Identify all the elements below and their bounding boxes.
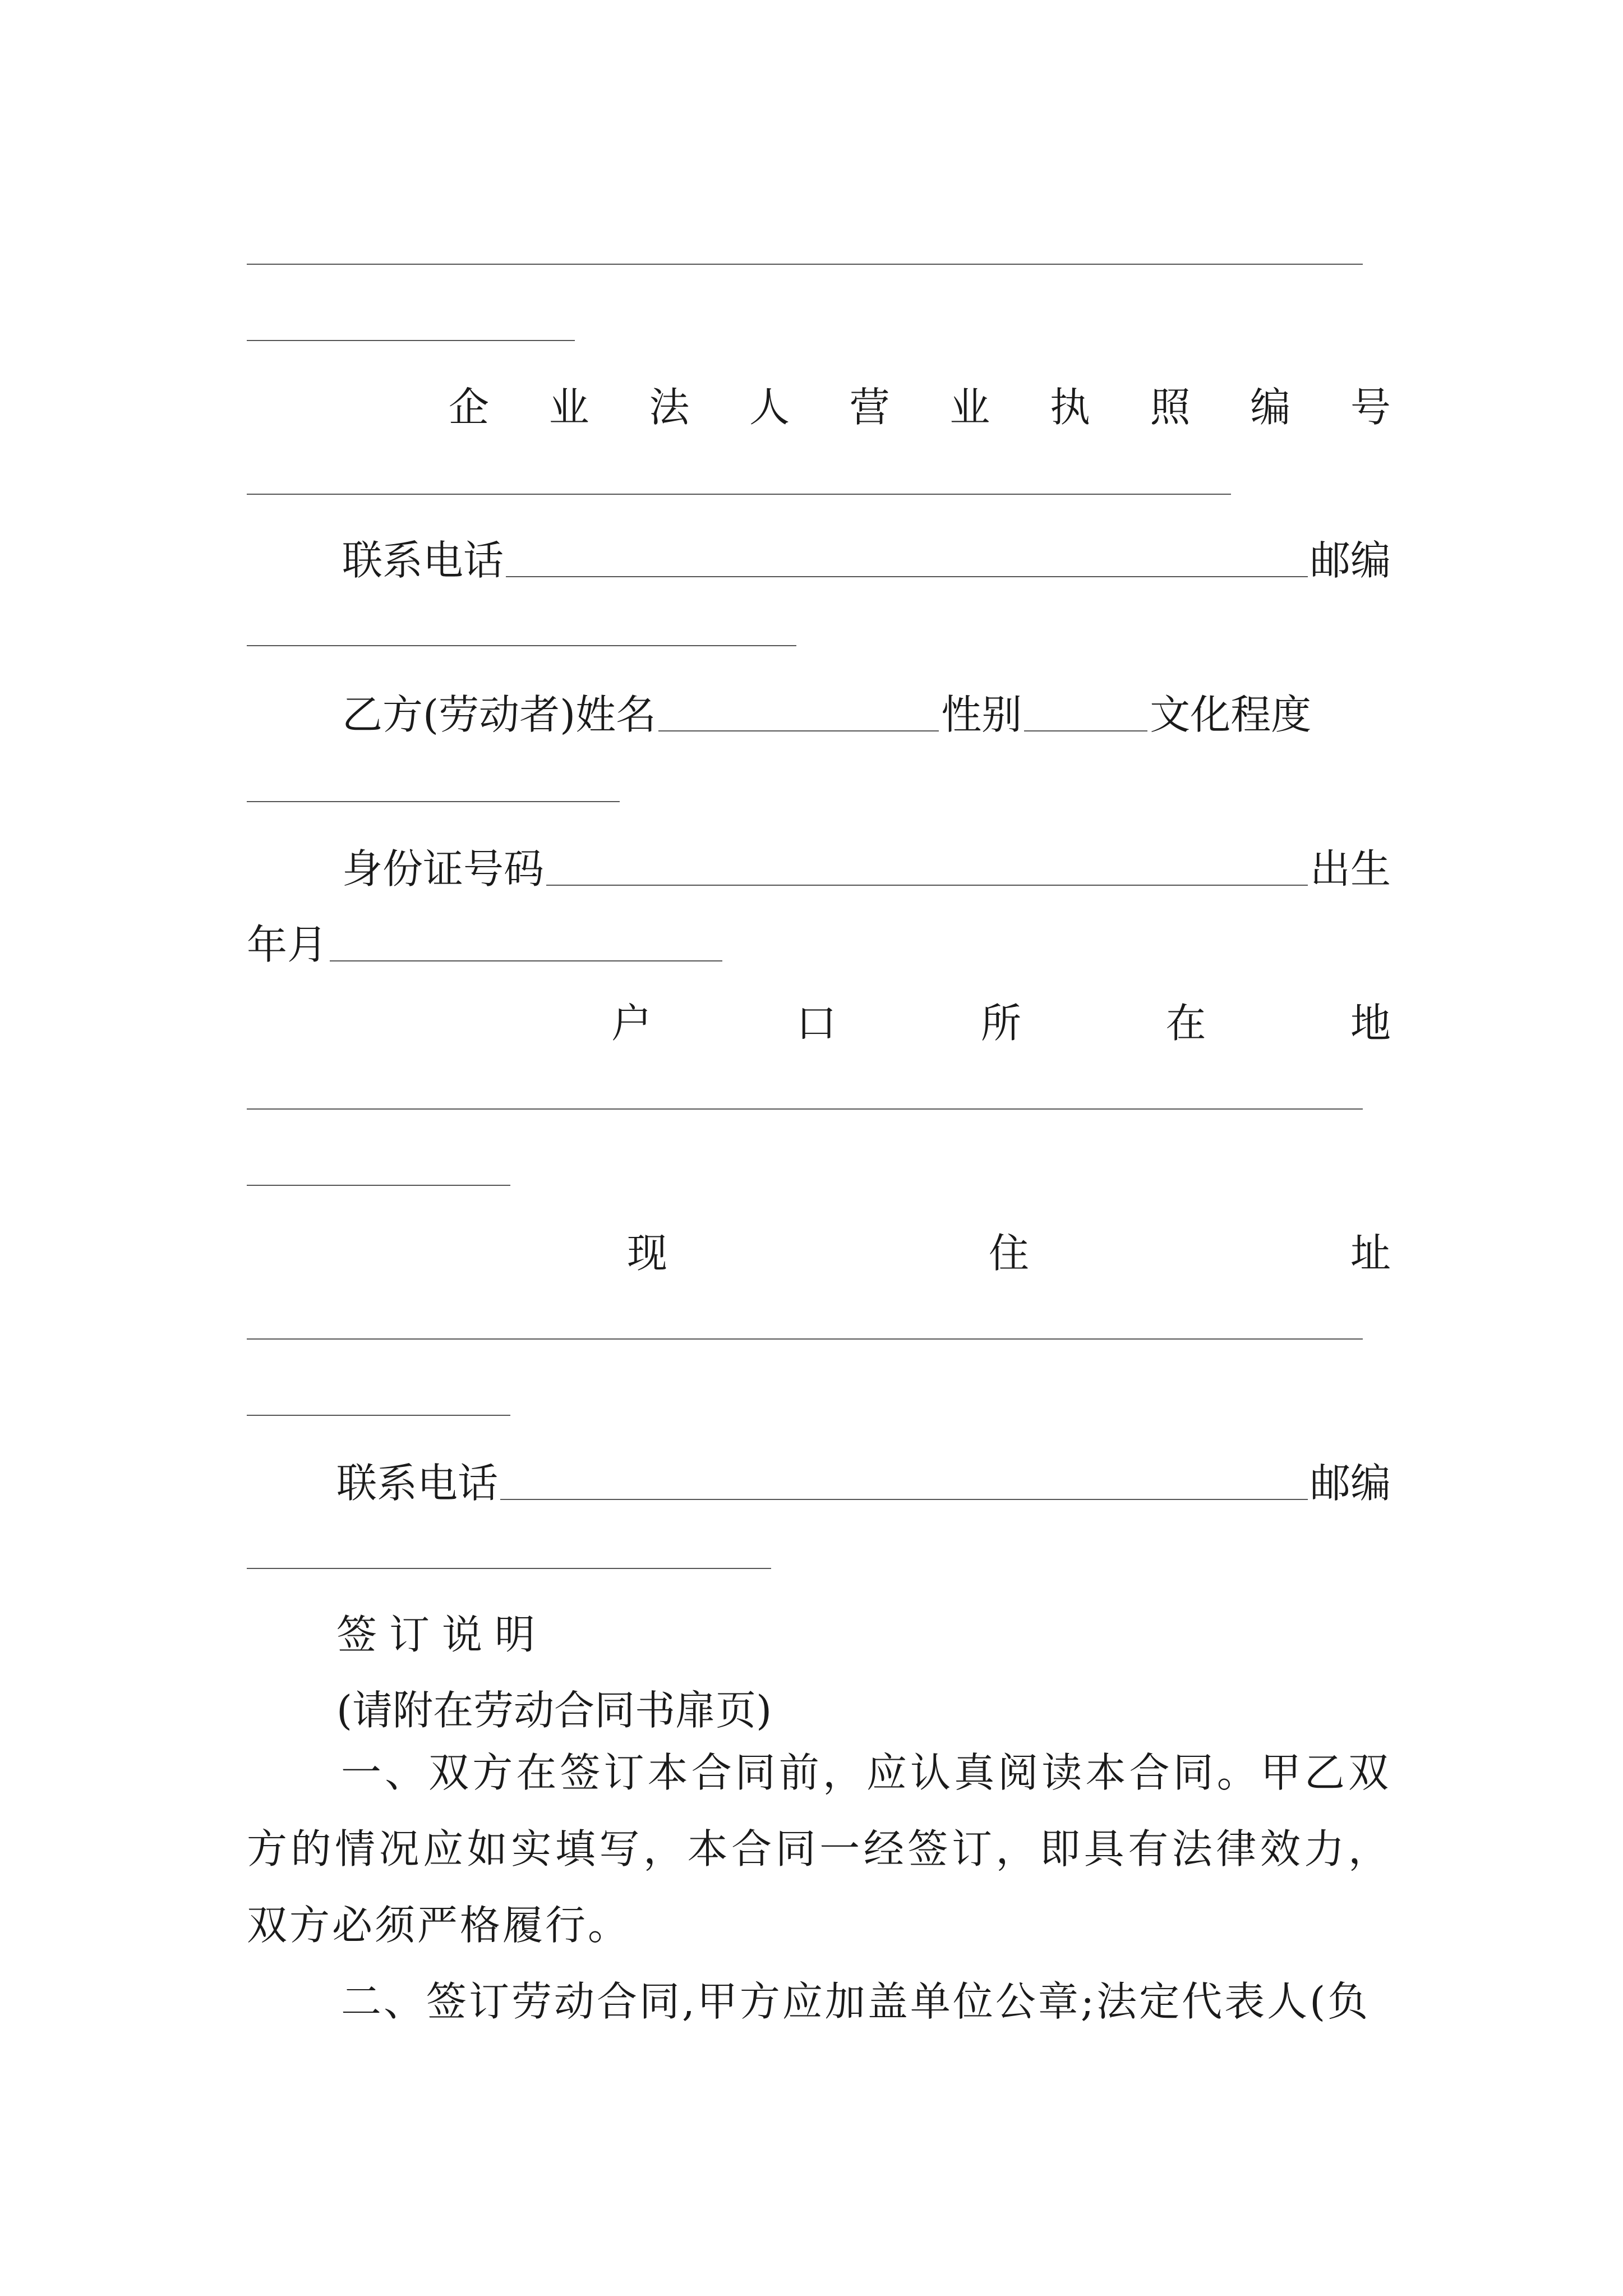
- label-char: 业: [949, 384, 990, 431]
- employer-phone-label: 联系电话: [342, 537, 504, 584]
- label-char: 号: [1350, 384, 1391, 431]
- notes-subtitle: (请附在劳动合同书扉页): [336, 1687, 772, 1734]
- label-char: 企: [449, 384, 490, 431]
- license-number-label: [449, 366, 1391, 431]
- id-number-row: [342, 827, 1391, 892]
- notes-item-2: 二、签订劳动合同,甲方应加盖单位公章;法定代表人(负: [341, 1978, 1371, 2025]
- gender-field[interactable]: [1024, 730, 1147, 731]
- notes-title: 签订说明: [336, 1611, 548, 1658]
- label-char: 址: [1350, 1230, 1391, 1277]
- label-char: 口: [796, 1000, 837, 1047]
- address-label: [627, 1212, 1391, 1277]
- label-char: 营: [849, 384, 890, 431]
- education-field[interactable]: [247, 801, 620, 802]
- id-number-label: 身份证号码: [342, 845, 545, 892]
- birth-date-row: [247, 903, 725, 968]
- hukou-field-line-1[interactable]: [247, 1108, 1363, 1110]
- notes-item-1: 一、双方在签订本合同前，应认真阅读本合同。甲乙双方的情况应如实填写，本合同一经签订，即具有法律效力，双方必须严格履行。: [247, 1749, 1391, 1949]
- label-char: 编: [1250, 384, 1291, 431]
- employee-phone-field[interactable]: [500, 1499, 1308, 1500]
- label-char: 照: [1150, 384, 1191, 431]
- address-field-line-1[interactable]: [247, 1338, 1363, 1340]
- license-number-field[interactable]: [247, 494, 1231, 495]
- birth-label-part1: 出生: [1310, 845, 1391, 892]
- hukou-field-line-2[interactable]: [247, 1185, 510, 1186]
- label-char: 户: [611, 1000, 652, 1047]
- employee-postcode-field[interactable]: [247, 1568, 771, 1569]
- address-field-line-2[interactable]: [247, 1415, 510, 1416]
- birth-date-field[interactable]: [330, 960, 722, 961]
- employer-phone-field[interactable]: [506, 576, 1308, 577]
- education-label: 文化程度: [1150, 691, 1312, 738]
- employee-phone-row: [336, 1442, 1391, 1507]
- employer-phone-row: [342, 519, 1391, 584]
- gender-label: 性别: [941, 691, 1022, 738]
- id-number-field[interactable]: [546, 885, 1308, 886]
- label-char: 业: [548, 384, 589, 431]
- employer-postcode-label: 邮编: [1310, 537, 1391, 584]
- label-char: 执: [1049, 384, 1090, 431]
- label-char: 住: [988, 1230, 1029, 1277]
- fill-line-top-1[interactable]: [247, 264, 1363, 265]
- label-char: 地: [1350, 1000, 1391, 1047]
- employee-postcode-label: 邮编: [1310, 1460, 1391, 1507]
- label-char: 所: [980, 1000, 1021, 1047]
- hukou-label: [611, 982, 1391, 1047]
- employee-name-field[interactable]: [658, 730, 939, 731]
- employer-postcode-field[interactable]: [247, 645, 796, 646]
- fill-line-top-2[interactable]: [247, 340, 575, 341]
- label-char: 法: [649, 384, 690, 431]
- employee-name-row: [342, 673, 1391, 738]
- employee-name-label: 乙方(劳动者)姓名: [342, 691, 657, 738]
- birth-label-part2: 年月: [247, 921, 328, 968]
- label-char: 在: [1165, 1000, 1206, 1047]
- employee-phone-label: 联系电话: [336, 1460, 499, 1507]
- label-char: 人: [749, 384, 790, 431]
- label-char: 现: [627, 1230, 668, 1277]
